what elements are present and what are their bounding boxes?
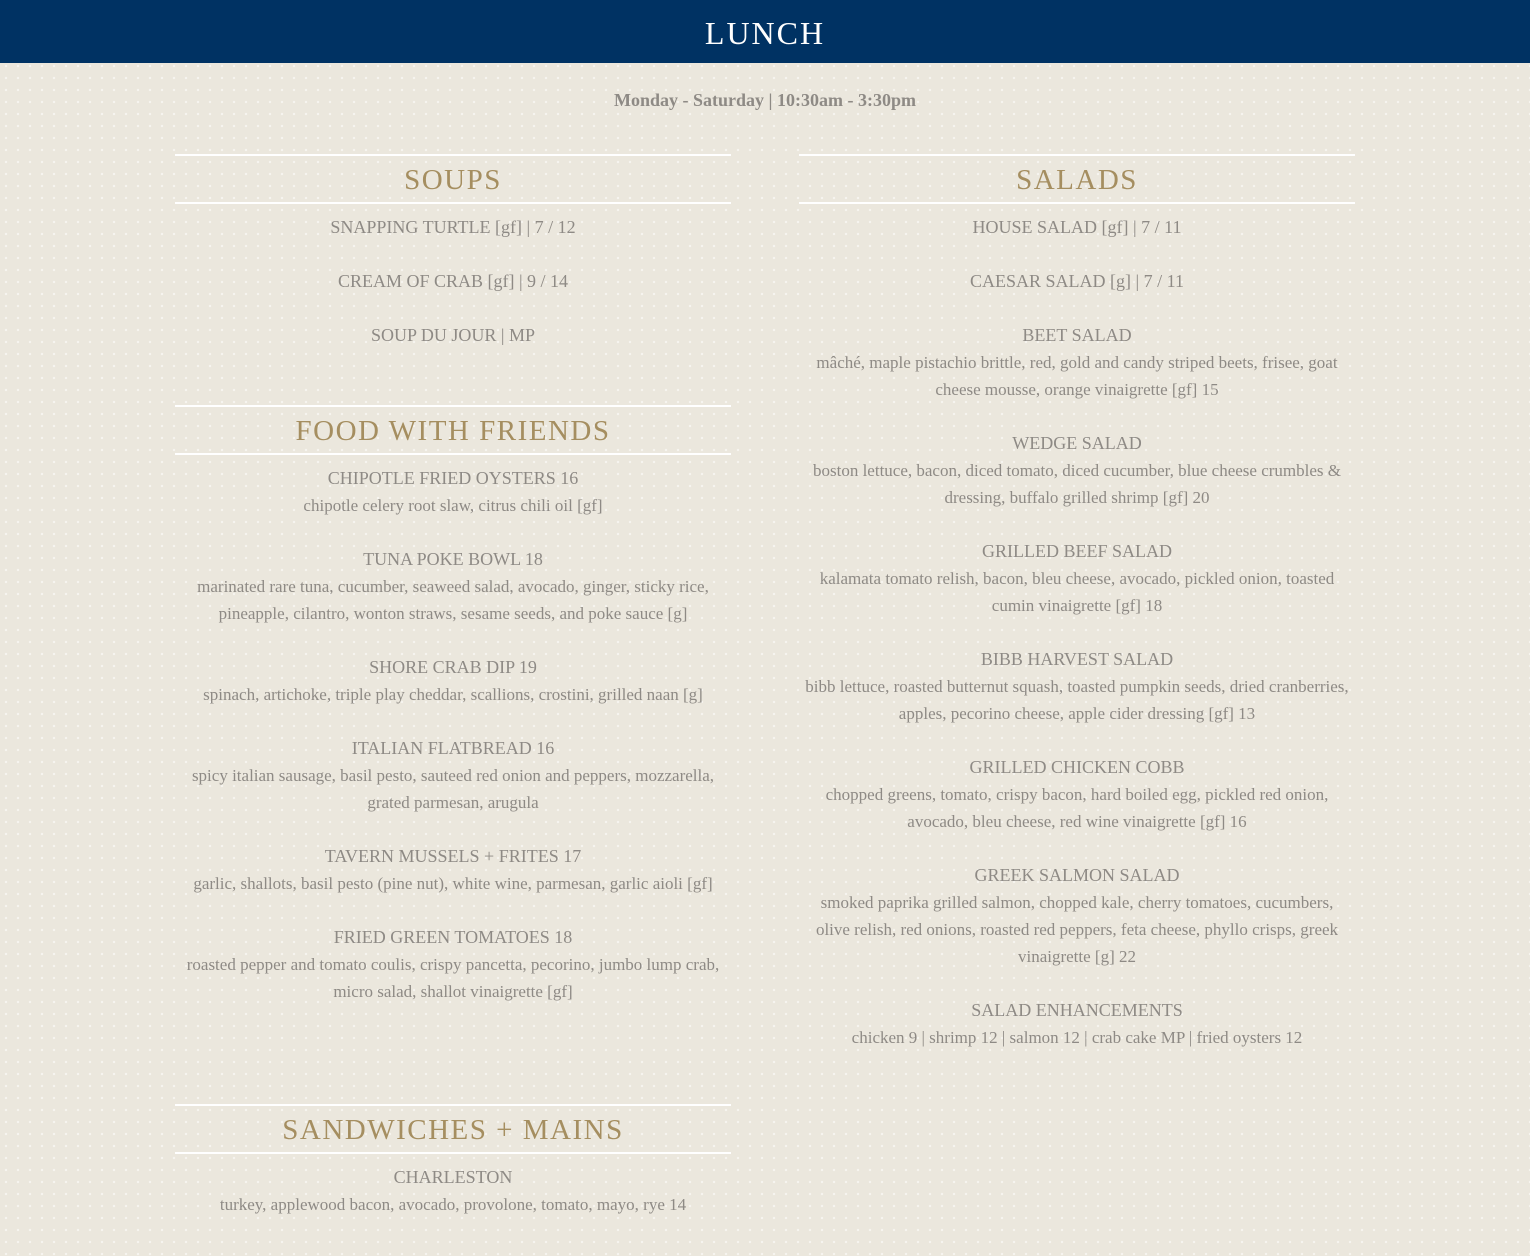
section-sandwiches-mains [175, 1104, 731, 1218]
menu-item [799, 997, 1355, 1051]
section-header [175, 405, 731, 455]
menu-item-description: bibb lettuce, roasted butternut squash, toasted pumpkin seeds, dried cranberries, apples, pecorino cheese, apple cider dressing [gf] 13 [805, 677, 1349, 723]
menu-item-description: kalamata tomato relish, bacon, bleu cheese, avocado, pickled onion, toasted cumin vinaigrette [gf] 18 [819, 569, 1335, 615]
menu-item [175, 465, 731, 519]
menu-item-name: BIBB HARVEST SALAD [980, 649, 1174, 669]
menu-item-name: CHARLESTON [393, 1167, 513, 1187]
menu-item-name: SOUP DU JOUR | MP [371, 325, 535, 345]
menu-item-name: TAVERN MUSSELS + FRITES 17 [324, 846, 582, 866]
menu-item-description: smoked paprika grilled salmon, chopped kale, cherry tomatoes, cucumbers, olive relish, red onions, roasted red peppers, feta cheese, phyllo crisps, greek vinaigrette [g] 22 [815, 893, 1339, 966]
menu-item [175, 843, 731, 897]
section-header [175, 1104, 731, 1154]
menu-item-description: mâché, maple pistachio brittle, red, gold and candy striped beets, frisee, goat cheese mousse, orange vinaigrette [gf] 15 [816, 353, 1338, 399]
menu-item [175, 268, 731, 295]
menu-item-name: SNAPPING TURTLE [gf] | 7 / 12 [330, 217, 576, 237]
menu-item-description: chicken 9 | shrimp 12 | salmon 12 | crab cake MP | fried oysters 12 [851, 1028, 1303, 1047]
menu-item [175, 924, 731, 1005]
menu-item [175, 654, 731, 708]
menu-item-description: marinated rare tuna, cucumber, seaweed salad, avocado, ginger, sticky rice, pineapple, cilantro, wonton straws, sesame seeds, and poke sauce [g] [197, 577, 709, 623]
menu-item [799, 646, 1355, 727]
menu-item-list [175, 1154, 731, 1218]
menu-item-name: FRIED GREEN TOMATOES 18 [333, 927, 573, 947]
section-soups [175, 154, 731, 349]
menu-item-description: spinach, artichoke, triple play cheddar, scallions, crostini, grilled naan [g] [203, 685, 703, 704]
menu-item-name: CAESAR SALAD [g] | 7 / 11 [970, 271, 1184, 291]
section-header [799, 154, 1355, 204]
menu-item [175, 214, 731, 241]
section-food-with-friends [175, 405, 731, 1005]
menu-item [175, 322, 731, 349]
section-spacer [175, 376, 731, 405]
menu-item-description: spicy italian sausage, basil pesto, sauteed red onion and peppers, mozzarella, grated parmesan, arugula [191, 766, 715, 812]
section-salads [799, 154, 1355, 1051]
section-spacer [175, 1032, 731, 1104]
menu-item-description: boston lettuce, bacon, diced tomato, diced cucumber, blue cheese crumbles & dressing, buffalo grilled shrimp [gf] 20 [812, 461, 1342, 507]
hours-text: Monday - Saturday | 10:30am - 3:30pm [614, 90, 916, 110]
menu-item [799, 214, 1355, 241]
menu-item [799, 322, 1355, 403]
menu-item-name: WEDGE SALAD [1012, 433, 1142, 453]
section-title: SOUPS [404, 163, 502, 196]
menu-item-name: CHIPOTLE FRIED OYSTERS 16 [327, 468, 579, 488]
menu-item-name: HOUSE SALAD [gf] | 7 / 11 [972, 217, 1182, 237]
menu-item-list [175, 204, 731, 349]
menu-item-description: chopped greens, tomato, crispy bacon, hard boiled egg, pickled red onion, avocado, bleu cheese, red wine vinaigrette [gf] 16 [825, 785, 1329, 831]
menu-item-name: GRILLED BEEF SALAD [982, 541, 1172, 561]
section-header [175, 154, 731, 204]
menu-item [799, 754, 1355, 835]
menu-item-name: BEET SALAD [1022, 325, 1132, 345]
menu-item-list [175, 455, 731, 1005]
menu-item [799, 538, 1355, 619]
menu-item [799, 862, 1355, 970]
menu-item [175, 1164, 731, 1218]
menu-item-name: GRILLED CHICKEN COBB [969, 757, 1185, 777]
right-column [799, 154, 1355, 1078]
menu-item-description: roasted pepper and tomato coulis, crispy pancetta, pecorino, jumbo lump crab, micro salad, shallot vinaigrette [gf] [186, 955, 720, 1001]
menu-item-description: chipotle celery root slaw, citrus chili oil [gf] [303, 496, 603, 515]
section-title: SALADS [1016, 163, 1138, 196]
menu-item [175, 546, 731, 627]
page-title: LUNCH [704, 14, 826, 51]
menu-item [175, 735, 731, 816]
menu-item [799, 430, 1355, 511]
menu-item-name: ITALIAN FLATBREAD 16 [351, 738, 555, 758]
menu-item-name: SHORE CRAB DIP 19 [369, 657, 537, 677]
menu-item-description: garlic, shallots, basil pesto (pine nut), white wine, parmesan, garlic aioli [gf] [193, 874, 713, 893]
section-title: SANDWICHES + MAINS [282, 1113, 624, 1146]
menu-item-list [799, 204, 1355, 1051]
menu-item [799, 268, 1355, 295]
left-column [175, 154, 731, 1245]
menu-item-name: CREAM OF CRAB [gf] | 9 / 14 [337, 271, 569, 291]
section-title: FOOD WITH FRIENDS [295, 414, 611, 447]
menu-item-name: GREEK SALMON SALAD [974, 865, 1180, 885]
header-bar [0, 0, 1530, 63]
menu-item-description: turkey, applewood bacon, avocado, provolone, tomato, mayo, rye 14 [219, 1195, 687, 1214]
menu-item-name: SALAD ENHANCEMENTS [971, 1000, 1183, 1020]
menu-item-name: TUNA POKE BOWL 18 [363, 549, 543, 569]
